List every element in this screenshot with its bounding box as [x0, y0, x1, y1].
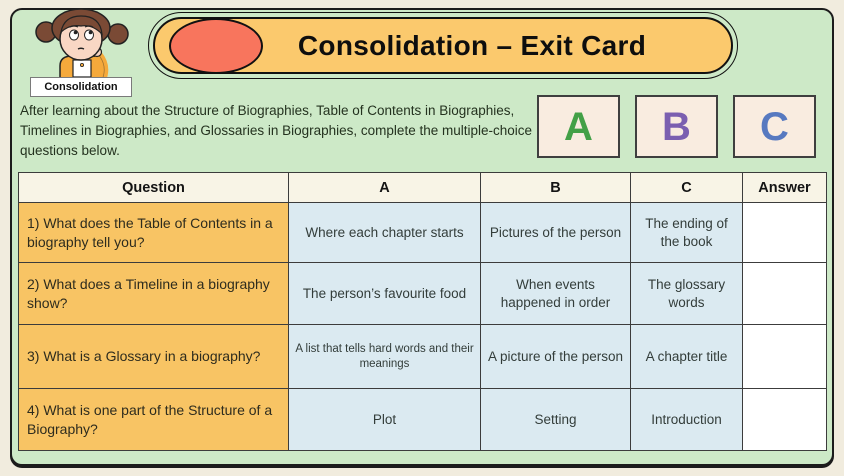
option-c-cell: A chapter title	[631, 325, 743, 389]
title-banner	[148, 12, 738, 79]
choice-letter-a: A	[564, 104, 593, 149]
column-header-a: A	[289, 173, 481, 203]
quiz-table	[18, 172, 827, 451]
thinking-girl-illustration	[26, 2, 138, 82]
consolidation-label-text: Consolidation	[44, 81, 118, 93]
option-a-cell: The person’s favourite food	[289, 263, 481, 325]
column-header-c: C	[631, 173, 743, 203]
table-row	[19, 325, 827, 389]
choice-box-a	[537, 95, 620, 158]
answer-cell[interactable]	[743, 325, 827, 389]
table-row	[19, 263, 827, 325]
page-title: Consolidation – Exit Card	[297, 29, 647, 61]
consolidation-label	[30, 77, 132, 97]
column-header-question: Question	[19, 173, 289, 203]
option-b-cell: A picture of the person	[481, 325, 631, 389]
choice-box-b	[635, 95, 718, 158]
answer-choice-legend	[537, 95, 816, 158]
answer-cell[interactable]	[743, 203, 827, 263]
question-cell: 4) What is one part of the Structure of a Biography?	[19, 389, 289, 451]
question-cell: 3) What is a Glossary in a biography?	[19, 325, 289, 389]
option-c-cell: The glossary words	[631, 263, 743, 325]
column-header-answer: Answer	[743, 173, 827, 203]
option-a-cell: Where each chapter starts	[289, 203, 481, 263]
thinking-girl-icon	[26, 2, 138, 82]
option-c-cell: Introduction	[631, 389, 743, 451]
answer-cell[interactable]	[743, 263, 827, 325]
table-header-row	[19, 173, 827, 203]
choice-letter-c: C	[760, 104, 789, 149]
table-row	[19, 389, 827, 451]
choice-box-c	[733, 95, 816, 158]
option-b-cell: Pictures of the person	[481, 203, 631, 263]
option-b-cell: Setting	[481, 389, 631, 451]
instructions-text: After learning about the Structure of Biographies, Table of Contents in Biographies, Timelines in Biographies, and Glossaries in Biographies, complete the multiple-choice questions below.	[20, 103, 533, 158]
question-cell: 1) What does the Table of Contents in a biography tell you?	[19, 203, 289, 263]
column-header-b: B	[481, 173, 631, 203]
option-a-cell: A list that tells hard words and their meanings	[289, 325, 481, 389]
choice-letter-b: B	[662, 104, 691, 149]
option-c-cell: The ending of the book	[631, 203, 743, 263]
option-b-cell: When events happened in order	[481, 263, 631, 325]
answer-cell[interactable]	[743, 389, 827, 451]
option-a-cell: Plot	[289, 389, 481, 451]
question-cell: 2) What does a Timeline in a biography show?	[19, 263, 289, 325]
banner-ellipse-decoration	[169, 18, 263, 74]
table-row	[19, 203, 827, 263]
title-banner-pill	[153, 17, 733, 74]
